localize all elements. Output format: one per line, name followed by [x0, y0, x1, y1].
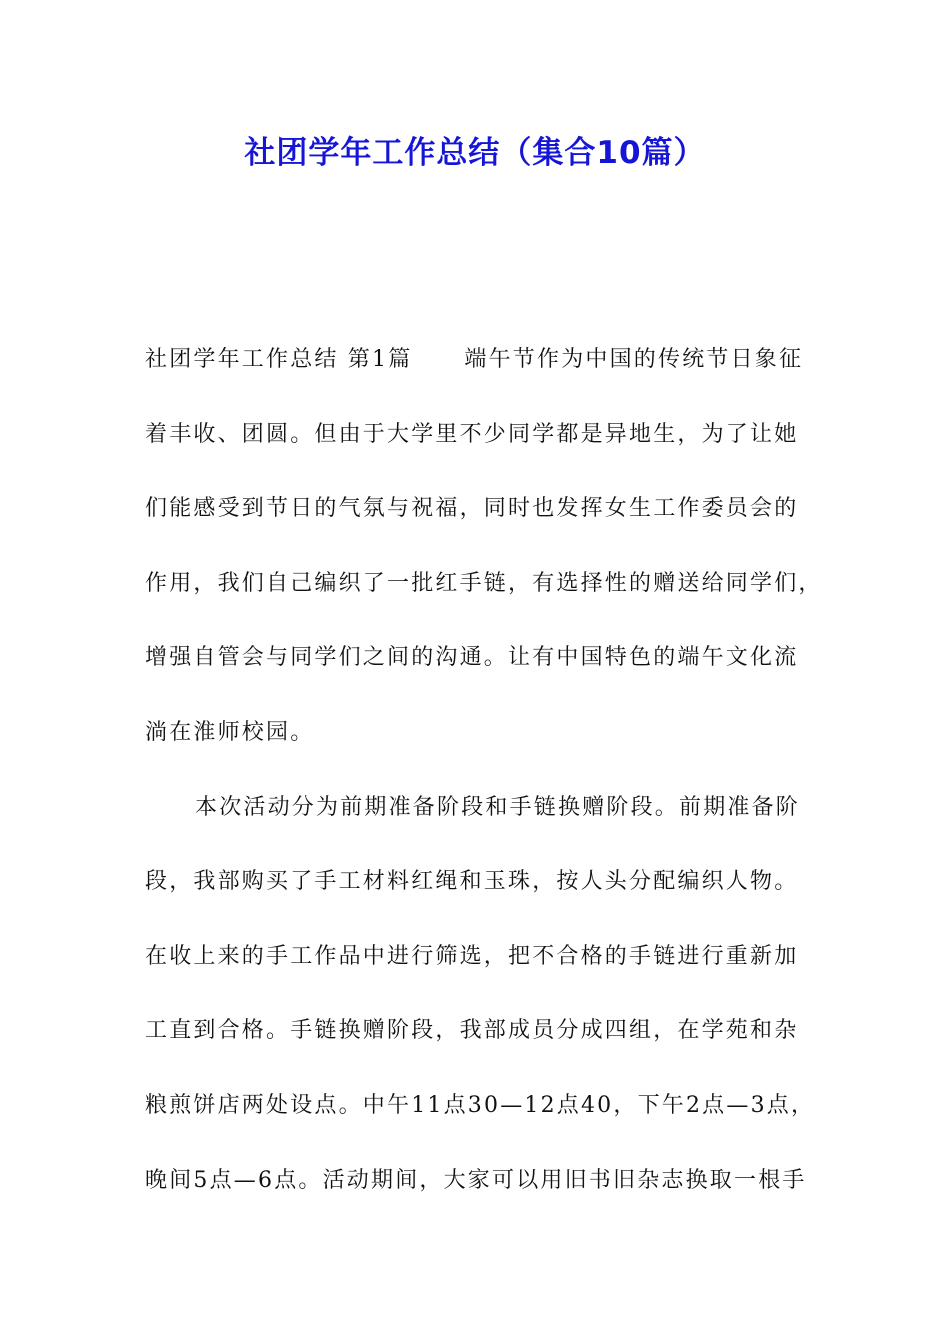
paragraph-line: 们能感受到节日的气氛与祝福，同时也发挥女生工作委员会的 — [145, 496, 799, 522]
paragraph-line: 在收上来的手工作品中进行筛选，把不合格的手链进行重新加 — [145, 943, 799, 969]
paragraph-line: 晚间5点—6点。活动期间，大家可以用旧书旧杂志换取一根手 — [145, 1167, 807, 1193]
paragraph-line: 增强自管会与同学们之间的沟通。让有中国特色的端午文化流 — [145, 645, 799, 671]
paragraph-text: 端午节作为中国的传统节日象征 — [464, 347, 804, 372]
paragraph-line: 本次活动分为前期准备阶段和手链换赠阶段。前期准备阶 — [195, 794, 801, 820]
paragraph-line: 段，我部购买了手工材料红绳和玉珠，按人头分配编织人物。 — [145, 869, 799, 895]
paragraph-line: 着丰收、团圆。但由于大学里不少同学都是异地生，为了让她 — [145, 421, 799, 447]
paragraph-line: 工直到合格。手链换赠阶段，我部成员分成四组，在学苑和杂 — [145, 1018, 799, 1044]
paragraph-line: 粮煎饼店两处设点。中午11点30—12点40，下午2点—3点， — [145, 1092, 816, 1118]
paragraph-line: 作用，我们自己编织了一批红手链，有选择性的赠送给同学们， — [145, 570, 823, 596]
section-heading: 社团学年工作总结 第1篇 — [145, 347, 413, 372]
paragraph-line — [145, 337, 825, 382]
paragraph-line: 淌在淮师校园。 — [145, 719, 315, 745]
document-title: 社团学年工作总结（集合10篇） — [244, 135, 706, 171]
document-body — [145, 337, 825, 1232]
